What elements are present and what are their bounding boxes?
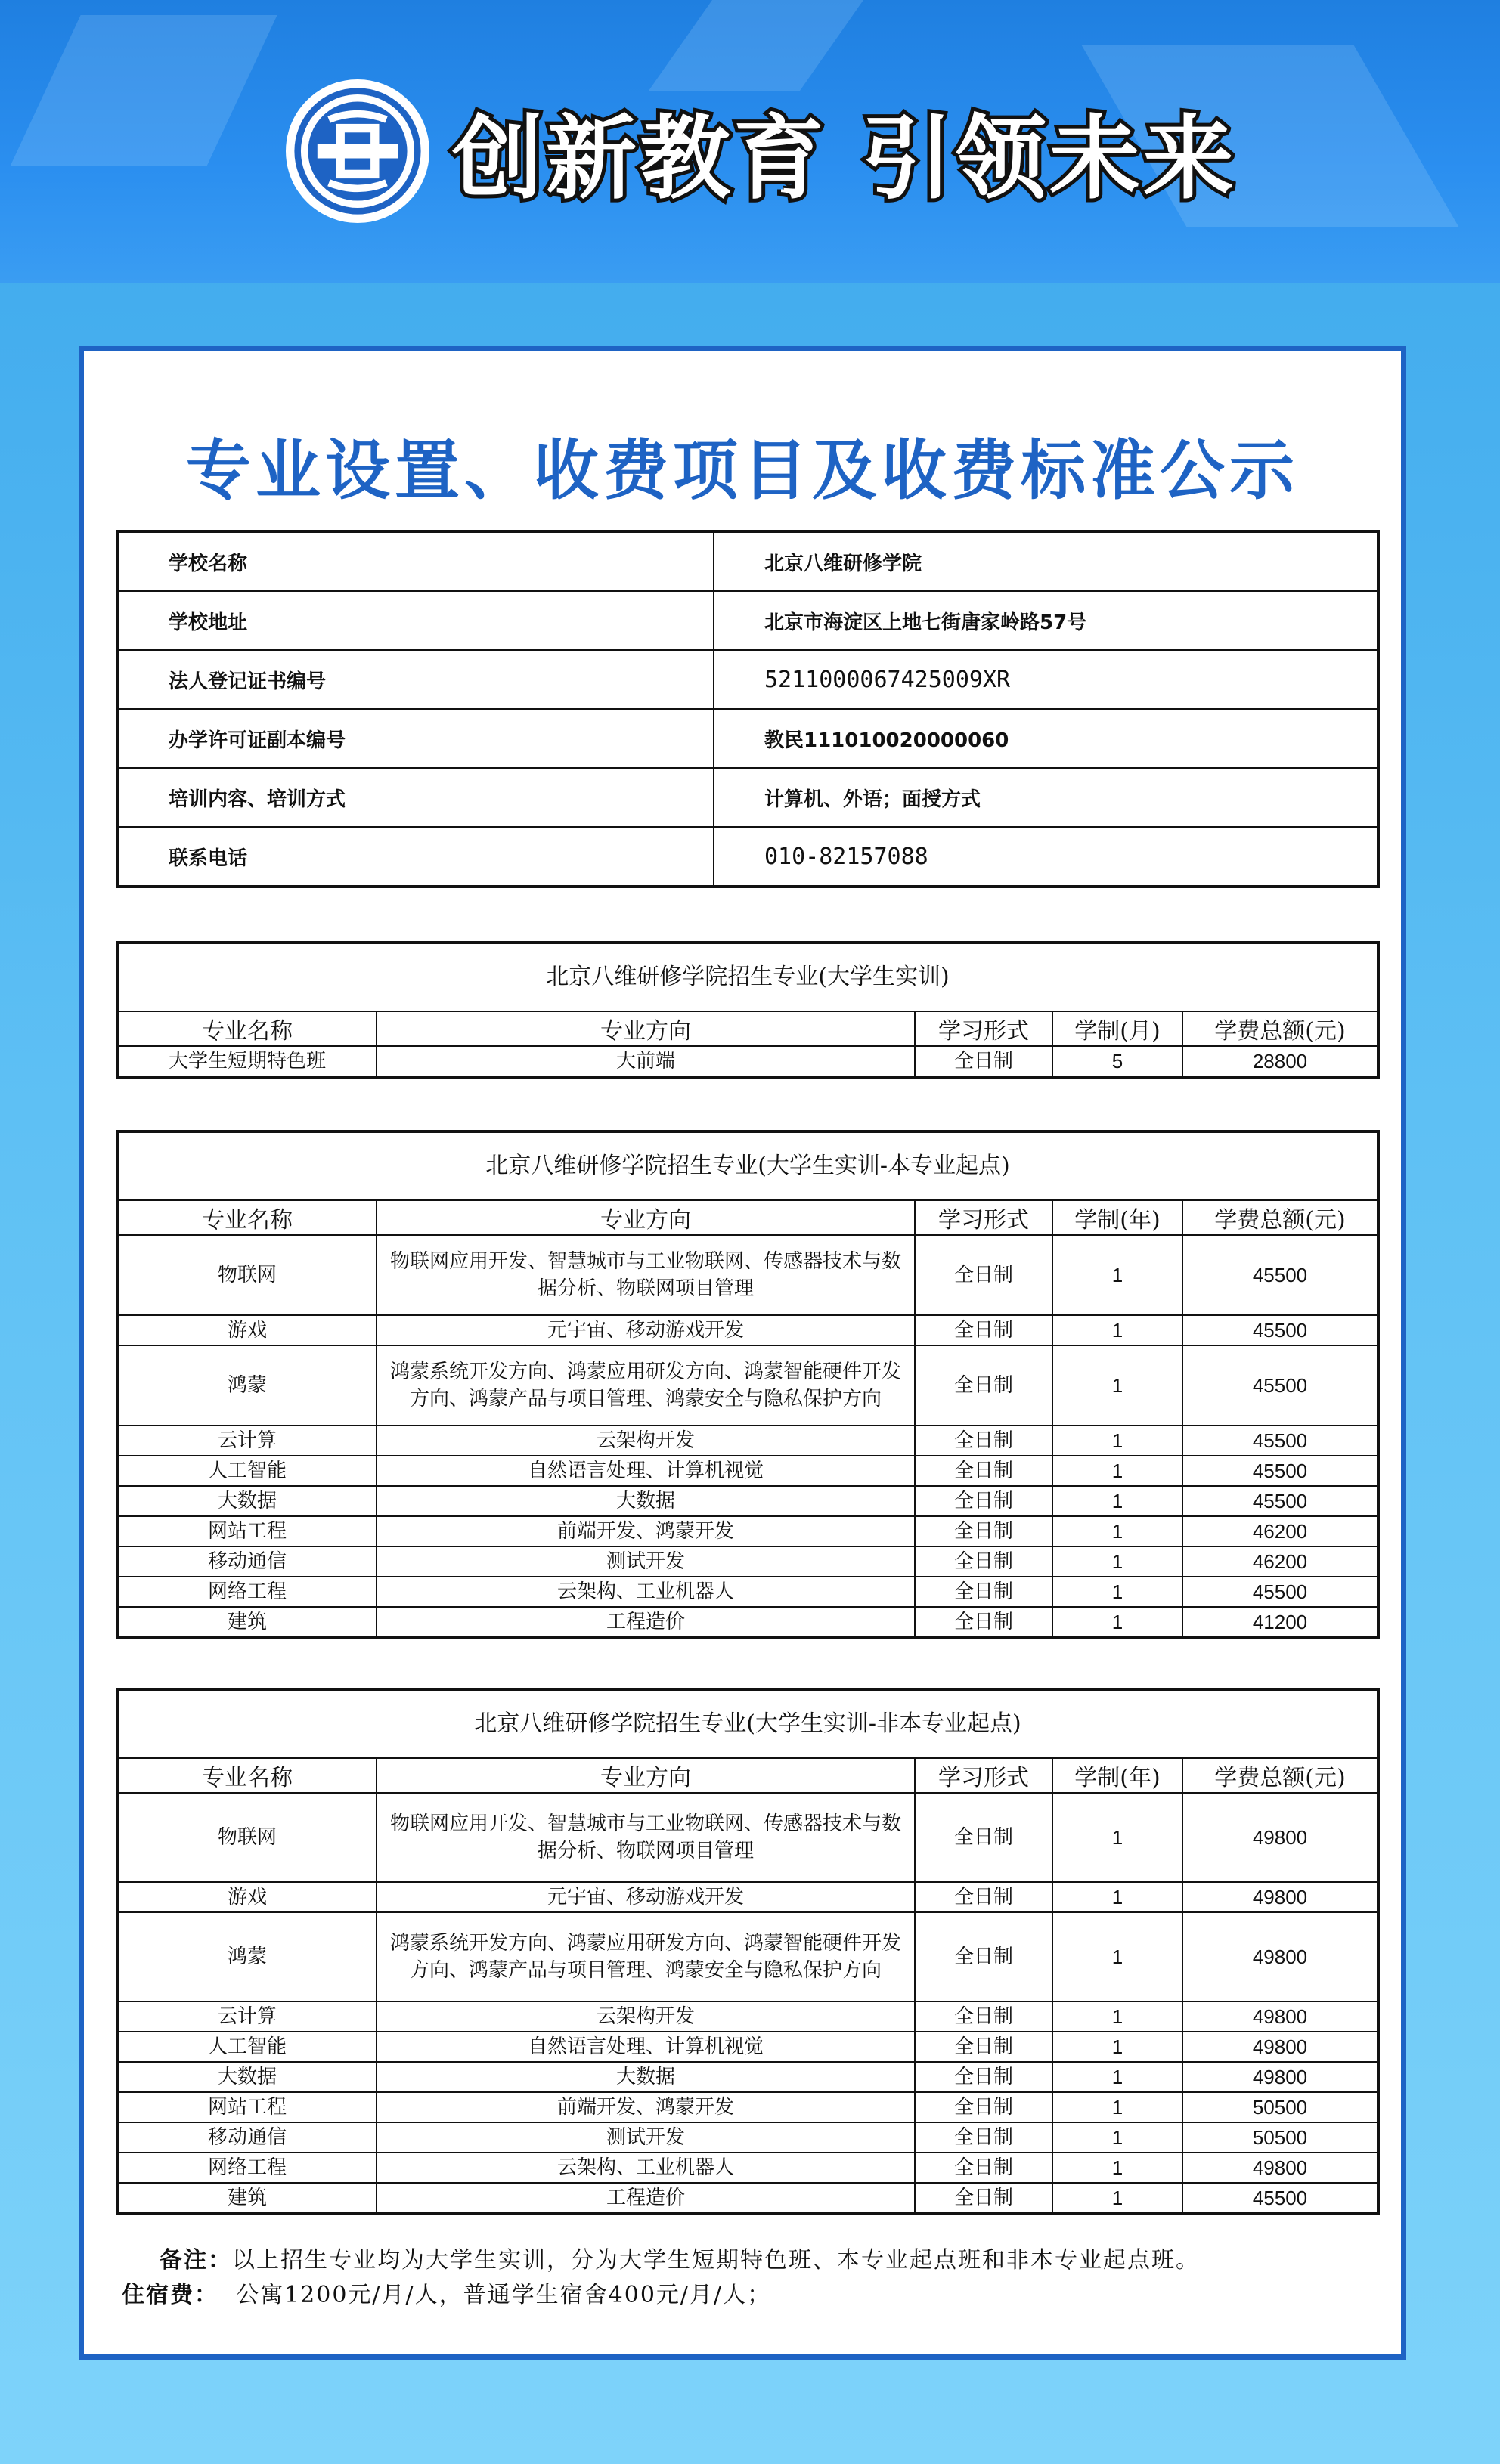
study-mode-cell: 全日制 (915, 2001, 1052, 2032)
study-mode-cell: 全日制 (915, 1235, 1052, 1315)
direction-cell: 前端开发、鸿蒙开发 (377, 2092, 915, 2122)
duration-cell: 1 (1052, 2122, 1182, 2153)
major-name-cell: 云计算 (117, 1425, 377, 1456)
duration-cell: 1 (1052, 1345, 1182, 1425)
remark-text: 以上招生专业均为大学生实训，分为大学生短期特色班、本专业起点班和非本专业起点班。 (232, 2247, 1200, 2274)
direction-cell: 鸿蒙系统开发方向、鸿蒙应用研发方向、鸿蒙智能硬件开发方向、鸿蒙产品与项目管理、鸿蒙安全与隐私保护方向 (377, 1345, 915, 1425)
header-direction: 专业方向 (377, 1758, 915, 1793)
major-name-cell: 大数据 (117, 2062, 377, 2092)
fee-cell: 49800 (1182, 1793, 1378, 1882)
table-row (117, 2183, 1378, 2214)
major-name-cell: 网站工程 (117, 1516, 377, 1546)
study-mode-cell: 全日制 (915, 1607, 1052, 1638)
duration-cell: 1 (1052, 2092, 1182, 2122)
major-name-cell: 建筑 (117, 2183, 377, 2214)
remark-label: 备注： (160, 2247, 232, 2274)
section2-table (116, 1130, 1380, 1639)
study-mode-cell: 全日制 (915, 1546, 1052, 1577)
lodging-note (122, 2276, 771, 2309)
major-name-cell: 游戏 (117, 1315, 377, 1345)
study-mode-cell: 全日制 (915, 1882, 1052, 1912)
header-banner (0, 0, 1500, 283)
table-row (117, 591, 1378, 650)
info-value: 5211000067425009XR (714, 650, 1378, 709)
fee-cell: 49800 (1182, 1912, 1378, 2001)
table-row (117, 709, 1378, 768)
study-mode-cell: 全日制 (915, 1345, 1052, 1425)
direction-cell: 鸿蒙系统开发方向、鸿蒙应用研发方向、鸿蒙智能硬件开发方向、鸿蒙产品与项目管理、鸿蒙安全与隐私保护方向 (377, 1912, 915, 2001)
duration-cell: 1 (1052, 2062, 1182, 2092)
major-name-cell: 移动通信 (117, 1546, 377, 1577)
duration-cell: 1 (1052, 1486, 1182, 1516)
table-header-row (117, 1200, 1378, 1235)
fee-cell: 49800 (1182, 2032, 1378, 2062)
header-duration: 学制(年) (1052, 1758, 1182, 1793)
table-row (117, 2062, 1378, 2092)
major-name-cell: 网络工程 (117, 1577, 377, 1607)
direction-cell: 元宇宙、移动游戏开发 (377, 1882, 915, 1912)
table-row (117, 1516, 1378, 1546)
section1-table (116, 941, 1380, 1079)
fee-cell: 45500 (1182, 1577, 1378, 1607)
study-mode-cell: 全日制 (915, 1425, 1052, 1456)
duration-cell: 1 (1052, 1912, 1182, 2001)
table-row (117, 768, 1378, 827)
header-duration: 学制(月) (1052, 1011, 1182, 1046)
info-label: 法人登记证书编号 (117, 650, 714, 709)
direction-cell: 工程造价 (377, 1607, 915, 1638)
header-major: 专业名称 (117, 1200, 377, 1235)
major-name-cell: 物联网 (117, 1235, 377, 1315)
header-mode: 学习形式 (915, 1200, 1052, 1235)
table-header-row (117, 1011, 1378, 1046)
info-label: 学校名称 (117, 531, 714, 591)
header-mode: 学习形式 (915, 1011, 1052, 1046)
fee-cell: 45500 (1182, 1425, 1378, 1456)
info-value: 计算机、外语；面授方式 (714, 768, 1378, 827)
major-name-cell: 游戏 (117, 1882, 377, 1912)
fee-cell: 50500 (1182, 2122, 1378, 2153)
direction-cell: 物联网应用开发、智慧城市与工业物联网、传感器技术与数据分析、物联网项目管理 (377, 1793, 915, 1882)
section3-table (116, 1688, 1380, 2215)
lodging-text: 公寓1200元/月/人，普通学生宿舍400元/月/人； (236, 2282, 772, 2308)
school-emblem-icon (286, 79, 429, 223)
major-name-cell: 物联网 (117, 1793, 377, 1882)
header-fee: 学费总额(元) (1182, 1011, 1378, 1046)
study-mode-cell: 全日制 (915, 2122, 1052, 2153)
direction-cell: 元宇宙、移动游戏开发 (377, 1315, 915, 1345)
slogan: 创新教育 引领未来 (452, 107, 1237, 212)
study-mode-cell: 全日制 (915, 2092, 1052, 2122)
brand-logo (286, 76, 1237, 227)
direction-cell: 物联网应用开发、智慧城市与工业物联网、传感器技术与数据分析、物联网项目管理 (377, 1235, 915, 1315)
fee-cell: 49800 (1182, 1882, 1378, 1912)
major-name-cell: 建筑 (117, 1607, 377, 1638)
direction-cell: 自然语言处理、计算机视觉 (377, 2032, 915, 2062)
fee-cell: 45500 (1182, 1235, 1378, 1315)
table-row (117, 1046, 1378, 1077)
header-fee: 学费总额(元) (1182, 1758, 1378, 1793)
duration-cell: 1 (1052, 2183, 1182, 2214)
banner-facet (10, 15, 277, 166)
study-mode-cell: 全日制 (915, 1912, 1052, 2001)
major-name-cell: 网站工程 (117, 2092, 377, 2122)
major-name-cell: 移动通信 (117, 2122, 377, 2153)
direction-cell: 云架构开发 (377, 1425, 915, 1456)
remark-note (160, 2241, 1200, 2274)
duration-cell: 1 (1052, 1235, 1182, 1315)
major-name-cell: 网络工程 (117, 2153, 377, 2183)
table-row (117, 1793, 1378, 1882)
study-mode-cell: 全日制 (915, 1315, 1052, 1345)
fee-cell: 45500 (1182, 1456, 1378, 1486)
table-row (117, 1425, 1378, 1456)
table-row (117, 827, 1378, 887)
info-value: 教民111010020000060 (714, 709, 1378, 768)
study-mode-cell: 全日制 (915, 2153, 1052, 2183)
direction-cell: 大前端 (377, 1046, 915, 1077)
header-major: 专业名称 (117, 1011, 377, 1046)
duration-cell: 1 (1052, 2032, 1182, 2062)
table-row (117, 1235, 1378, 1315)
table-row (117, 650, 1378, 709)
major-name-cell: 鸿蒙 (117, 1345, 377, 1425)
direction-cell: 测试开发 (377, 2122, 915, 2153)
direction-cell: 自然语言处理、计算机视觉 (377, 1456, 915, 1486)
direction-cell: 大数据 (377, 2062, 915, 2092)
fee-cell: 45500 (1182, 1486, 1378, 1516)
info-value: 北京八维研修学院 (714, 531, 1378, 591)
study-mode-cell: 全日制 (915, 2062, 1052, 2092)
info-label: 学校地址 (117, 591, 714, 650)
study-mode-cell: 全日制 (915, 1577, 1052, 1607)
study-mode-cell: 全日制 (915, 1793, 1052, 1882)
fee-cell: 49800 (1182, 2001, 1378, 2032)
table-row (117, 2032, 1378, 2062)
fee-cell: 28800 (1182, 1046, 1378, 1077)
study-mode-cell: 全日制 (915, 1516, 1052, 1546)
info-label: 联系电话 (117, 827, 714, 887)
study-mode-cell: 全日制 (915, 1046, 1052, 1077)
table-row (117, 1607, 1378, 1638)
direction-cell: 云架构、工业机器人 (377, 2153, 915, 2183)
table-row (117, 2092, 1378, 2122)
major-name-cell: 人工智能 (117, 1456, 377, 1486)
table-row (117, 2153, 1378, 2183)
info-value: 010-82157088 (714, 827, 1378, 887)
direction-cell: 云架构、工业机器人 (377, 1577, 915, 1607)
info-label: 办学许可证副本编号 (117, 709, 714, 768)
header-fee: 学费总额(元) (1182, 1200, 1378, 1235)
study-mode-cell: 全日制 (915, 2183, 1052, 2214)
table-row (117, 1912, 1378, 2001)
fee-cell: 46200 (1182, 1516, 1378, 1546)
study-mode-cell: 全日制 (915, 2032, 1052, 2062)
major-name-cell: 云计算 (117, 2001, 377, 2032)
school-info-table (116, 530, 1380, 888)
direction-cell: 前端开发、鸿蒙开发 (377, 1516, 915, 1546)
major-name-cell: 人工智能 (117, 2032, 377, 2062)
duration-cell: 1 (1052, 2153, 1182, 2183)
duration-cell: 1 (1052, 1882, 1182, 1912)
study-mode-cell: 全日制 (915, 1456, 1052, 1486)
table-row (117, 1345, 1378, 1425)
duration-cell: 1 (1052, 1607, 1182, 1638)
fee-cell: 45500 (1182, 1315, 1378, 1345)
table-row (117, 2001, 1378, 2032)
table-row (117, 2122, 1378, 2153)
fee-cell: 46200 (1182, 1546, 1378, 1577)
major-name-cell: 大学生短期特色班 (117, 1046, 377, 1077)
info-value: 北京市海淀区上地七街唐家岭路57号 (714, 591, 1378, 650)
table-row (117, 1456, 1378, 1486)
table-row (117, 1546, 1378, 1577)
header-direction: 专业方向 (377, 1200, 915, 1235)
header-major: 专业名称 (117, 1758, 377, 1793)
fee-cell: 41200 (1182, 1607, 1378, 1638)
table-row (117, 1315, 1378, 1345)
duration-cell: 1 (1052, 1793, 1182, 1882)
duration-cell: 1 (1052, 1456, 1182, 1486)
major-name-cell: 大数据 (117, 1486, 377, 1516)
notice-card (79, 346, 1406, 2360)
duration-cell: 5 (1052, 1046, 1182, 1077)
lodging-label: 住宿费： (122, 2282, 218, 2308)
section-caption: 北京八维研修学院招生专业(大学生实训) (117, 943, 1378, 1011)
duration-cell: 1 (1052, 1425, 1182, 1456)
study-mode-cell: 全日制 (915, 1486, 1052, 1516)
direction-cell: 大数据 (377, 1486, 915, 1516)
table-row (117, 1486, 1378, 1516)
section-caption: 北京八维研修学院招生专业(大学生实训-非本专业起点) (117, 1689, 1378, 1758)
fee-cell: 49800 (1182, 2062, 1378, 2092)
fee-cell: 49800 (1182, 2153, 1378, 2183)
header-duration: 学制(年) (1052, 1200, 1182, 1235)
table-row (117, 1882, 1378, 1912)
direction-cell: 测试开发 (377, 1546, 915, 1577)
fee-cell: 45500 (1182, 2183, 1378, 2214)
table-header-row (117, 1758, 1378, 1793)
header-mode: 学习形式 (915, 1758, 1052, 1793)
table-row (117, 1577, 1378, 1607)
duration-cell: 1 (1052, 2001, 1182, 2032)
fee-cell: 45500 (1182, 1345, 1378, 1425)
table-row (117, 531, 1378, 591)
duration-cell: 1 (1052, 1315, 1182, 1345)
direction-cell: 云架构开发 (377, 2001, 915, 2032)
duration-cell: 1 (1052, 1546, 1182, 1577)
header-direction: 专业方向 (377, 1011, 915, 1046)
info-label: 培训内容、培训方式 (117, 768, 714, 827)
duration-cell: 1 (1052, 1516, 1182, 1546)
direction-cell: 工程造价 (377, 2183, 915, 2214)
fee-cell: 50500 (1182, 2092, 1378, 2122)
major-name-cell: 鸿蒙 (117, 1912, 377, 2001)
duration-cell: 1 (1052, 1577, 1182, 1607)
page-title: 专业设置、收费项目及收费标准公示 (186, 433, 1299, 509)
section-caption: 北京八维研修学院招生专业(大学生实训-本专业起点) (117, 1131, 1378, 1200)
